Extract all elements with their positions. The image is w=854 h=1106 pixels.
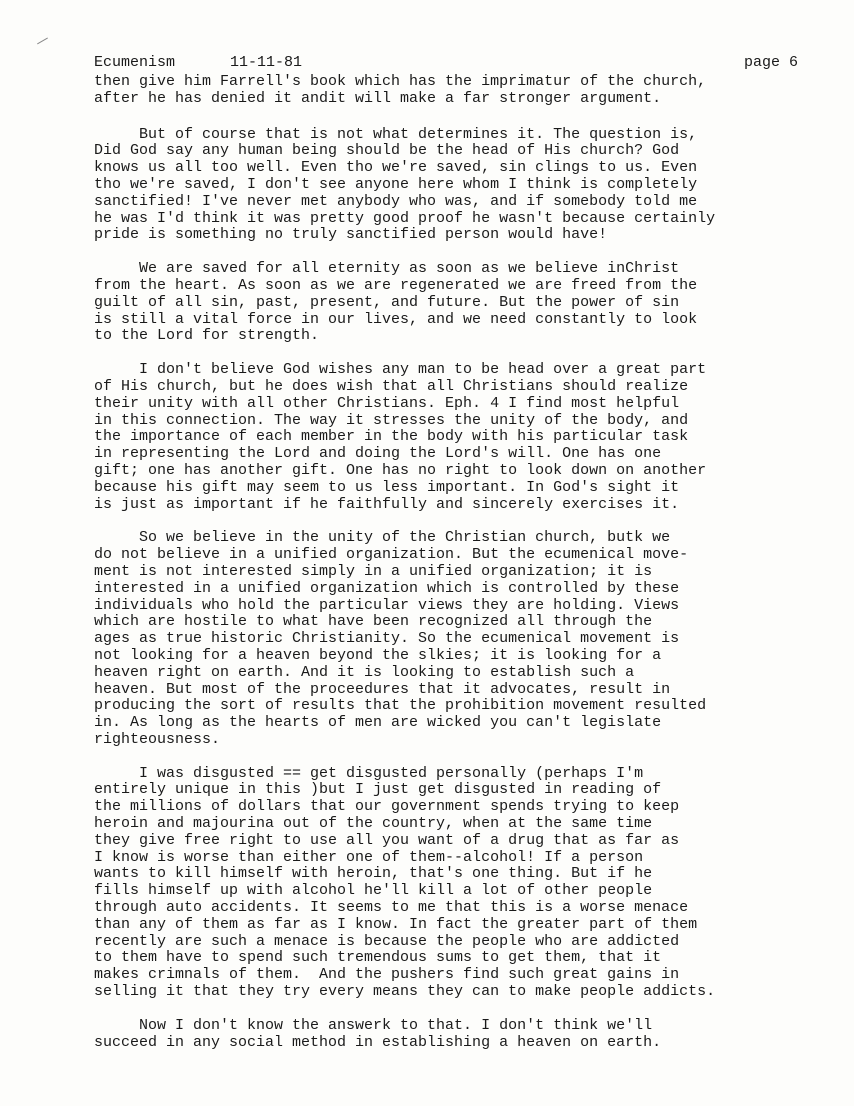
paragraph [94, 766, 804, 1001]
paragraph [94, 362, 804, 513]
text-line: entirely unique in this )but I just get disgusted in reading of [94, 781, 662, 799]
stray-pen-mark [37, 37, 51, 49]
text-line: the importance of each member in the body with his particular task [94, 428, 689, 446]
text-line: makes crimnals of them. And the pushers find such great gains in [94, 966, 680, 984]
text-line: in. As long as the hearts of men are wicked you can't legislate [94, 714, 662, 732]
text-line: gift; one has another gift. One has no right to look down on another [94, 461, 707, 479]
text-line: I don't believe God wishes any man to be head over a great part [94, 361, 707, 379]
text-line: is still a vital force in our lives, and we need constantly to look [94, 310, 698, 328]
text-line: pride is something no truly sanctified person would have! [94, 226, 608, 244]
text-line: succeed in any social method in establishing a heaven on earth. [94, 1033, 662, 1051]
text-line: after he has denied it andit will make a far stronger argument. [94, 89, 662, 107]
page-number: page 6 [743, 54, 798, 71]
text-line: producing the sort of results that the prohibition movement resulted [94, 697, 707, 715]
text-line: selling it that they try every means they can to make people addicts. [94, 983, 716, 1001]
text-line: to the Lord for strength. [94, 327, 320, 345]
text-line: to them have to spend such tremendous sums to get them, that it [94, 949, 662, 967]
text-line: in representing the Lord and doing the Lord's will. One has one [94, 445, 662, 463]
text-line: of His church, but he does wish that all Christians should realize [94, 377, 689, 395]
text-line: ages as true historic Christianity. So the ecumenical movement is [94, 630, 680, 648]
text-line: knows us all too well. Even tho we're saved, sin clings to us. Even [94, 159, 698, 177]
text-line: is just as important if he faithfully and sincerely exercises it. [94, 495, 680, 513]
text-line: because his gift may seem to us less important. In God's sight it [94, 478, 680, 496]
text-line: sanctified! I've never met anybody who was, and if somebody told me [94, 192, 698, 210]
paragraph [94, 127, 804, 245]
document-title: Ecumenism [94, 54, 176, 71]
text-line: ment is not interested simply in a unified organization; it is [94, 562, 653, 580]
text-line: guilt of all sin, past, present, and future. But the power of sin [94, 293, 680, 311]
text-line: individuals who hold the particular views they are holding. Views [94, 596, 680, 614]
text-line: do not believe in a unified organization. But the ecumenical move- [94, 546, 689, 564]
text-line: recently are such a menace is because the people who are addicted [94, 932, 680, 950]
paragraph [94, 1018, 804, 1052]
text-line: not looking for a heaven beyond the slkies; it is looking for a [94, 646, 662, 664]
text-line: then give him Farrell's book which has the imprimatur of the church, [94, 73, 707, 90]
text-line: heroin and majourina out of the country, when at the same time [94, 815, 653, 833]
body-text [94, 74, 804, 1068]
text-line: fills himself up with alcohol he'll kill a lot of other people [94, 882, 653, 900]
paragraph [94, 261, 804, 345]
text-line: righteousness. [94, 730, 221, 748]
text-line: in this connection. The way it stresses the unity of the body, and [94, 411, 689, 429]
text-line: We are saved for all eternity as soon as we believe inChrist [94, 260, 680, 278]
text-line: heaven. But most of the proceedures that it advocates, result in [94, 680, 671, 698]
text-line: than any of them as far as I know. In fact the greater part of them [94, 915, 698, 933]
text-line: Now I don't know the answerk to that. I don't think we'll [94, 1016, 653, 1034]
document-date: 11-11-81 [230, 54, 303, 71]
text-line: the millions of dollars that our government spends trying to keep [94, 798, 680, 816]
text-line: which are hostile to what have been recognized all through the [94, 613, 653, 631]
text-line: heaven right on earth. And it is looking to establish such a [94, 663, 635, 681]
text-line: Did God say any human being should be the head of His church? God [94, 142, 680, 160]
text-line: tho we're saved, I don't see anyone here whom I think is completely [94, 175, 698, 193]
paragraph [94, 74, 804, 108]
text-line: he was I'd think it was pretty good proof he wasn't because certainly [94, 209, 716, 227]
text-line: their unity with all other Christians. Eph. 4 I find most helpful [94, 394, 680, 412]
paragraph [94, 530, 804, 748]
text-line: So we believe in the unity of the Christian church, butk we [94, 529, 671, 547]
text-line: from the heart. As soon as we are regenerated we are freed from the [94, 276, 698, 294]
text-line: I was disgusted == get disgusted personally (perhaps I'm [94, 764, 644, 782]
text-line: interested in a unified organization which is controlled by these [94, 579, 680, 597]
text-line: I know is worse than either one of them--alcohol! If a person [94, 848, 644, 866]
page-header [94, 53, 798, 73]
text-line: But of course that is not what determines it. The question is, [94, 125, 698, 143]
text-line: they give free right to use all you want of a drug that as far as [94, 831, 680, 849]
text-line: through auto accidents. It seems to me that this is a worse menace [94, 899, 689, 917]
text-line: wants to kill himself with heroin, that's one thing. But if he [94, 865, 653, 883]
